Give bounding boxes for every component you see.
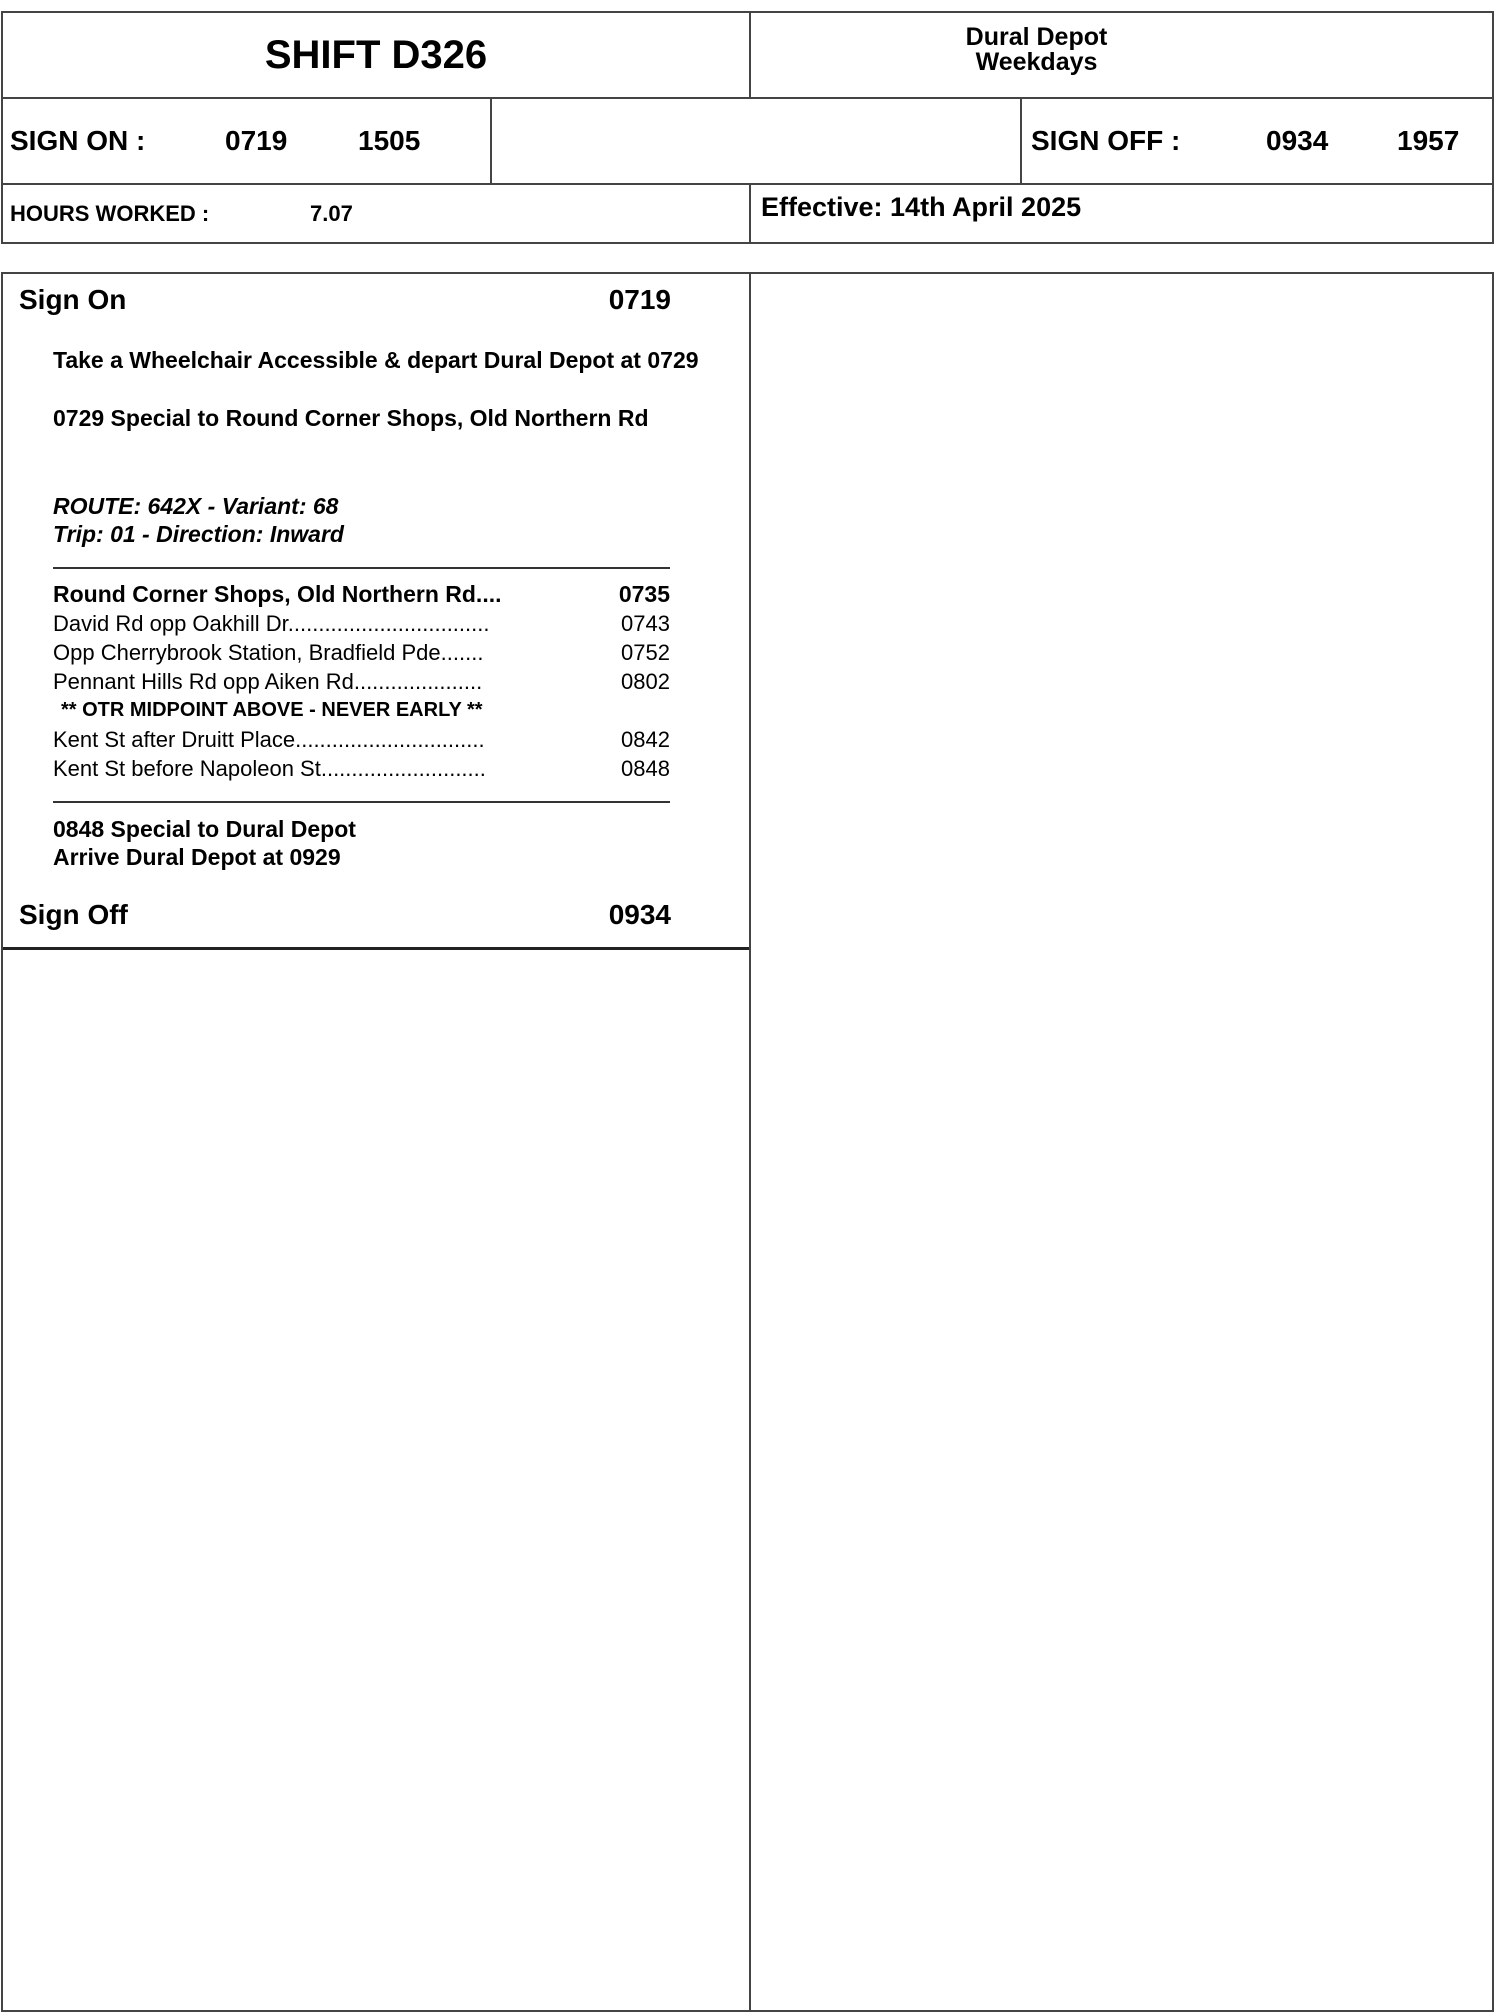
sign-off-time-1: 0934: [1266, 125, 1329, 156]
instruction-arrive: Arrive Dural Depot at 0929: [53, 844, 341, 870]
hours-worked-label: HOURS WORKED :: [10, 200, 210, 226]
sign-off-row-time: 0934: [608, 899, 671, 930]
sign-on-time-1: 0719: [225, 125, 288, 156]
sign-on-row-label: Sign On: [19, 284, 127, 315]
stop-row: [53, 754, 670, 783]
sign-on-row: [19, 284, 671, 316]
sign-off-row: [19, 899, 671, 931]
column-divider: [749, 274, 751, 2010]
header-blank-cell: [490, 99, 1020, 183]
stop-row: [53, 609, 670, 638]
trip-rule-top: [53, 567, 670, 569]
stop-row: [53, 580, 670, 609]
sign-off-time-2: 1957: [1397, 125, 1460, 156]
sign-off-row-label: Sign Off: [19, 899, 128, 930]
depot-name: Dural Depot: [965, 23, 1108, 51]
hours-worked-cell: [3, 185, 749, 242]
effective-date: Effective: 14th April 2025: [749, 185, 1492, 242]
stop-name: Opp Cherrybrook Station, Bradfield Pde.......: [53, 640, 484, 665]
instruction-special-out: 0729 Special to Round Corner Shops, Old Northern Rd: [53, 405, 649, 431]
stop-time: 0743: [621, 611, 670, 636]
stop-list: [53, 580, 670, 783]
depot-info: [749, 13, 1492, 97]
shift-header: [1, 11, 1494, 244]
duty-panel: [1, 272, 1494, 2012]
stop-time: 0842: [621, 727, 670, 752]
header-row-hours: [3, 185, 1492, 242]
sign-on-cell: [3, 99, 490, 183]
day-type: Weekdays: [975, 48, 1098, 76]
stop-row: [53, 725, 670, 754]
stop-name: Pennant Hills Rd opp Aiken Rd.....................: [53, 669, 483, 694]
sign-on-row-time: 0719: [608, 284, 671, 315]
instruction-special-return: 0848 Special to Dural Depot: [53, 816, 356, 842]
stop-row: [53, 667, 670, 696]
shift-title: SHIFT D326: [264, 32, 488, 77]
stop-time: 0735: [618, 581, 670, 607]
stop-time: 0752: [621, 640, 670, 665]
duty-block: [3, 274, 749, 950]
stop-name: David Rd opp Oakhill Dr.................................: [53, 611, 490, 636]
sign-off-label: SIGN OFF :: [1031, 125, 1181, 156]
stop-time: 0848: [621, 756, 670, 781]
instruction-depart: Take a Wheelchair Accessible & depart Dural Depot at 0729: [53, 347, 699, 373]
stop-name: Round Corner Shops, Old Northern Rd....: [53, 581, 502, 607]
midpoint-note: [53, 696, 670, 725]
midpoint-note-text: ** OTR MIDPOINT ABOVE - NEVER EARLY **: [61, 699, 483, 721]
sign-on-time-2: 1505: [358, 125, 421, 156]
sign-off-cell: [1020, 99, 1492, 183]
trip-line: Trip: 01 - Direction: Inward: [53, 521, 344, 547]
stop-time: 0802: [621, 669, 670, 694]
trip-rule-bottom: [53, 801, 670, 803]
header-row-sign-times: [3, 99, 1492, 185]
sign-on-label: SIGN ON :: [10, 125, 146, 156]
route-line: ROUTE: 642X - Variant: 68: [53, 493, 339, 519]
stop-name: Kent St before Napoleon St...........................: [53, 756, 486, 781]
hours-worked-value: 7.07: [310, 200, 353, 226]
stop-row: [53, 638, 670, 667]
header-row-title: [3, 13, 1492, 99]
stop-name: Kent St after Druitt Place...............................: [53, 727, 485, 752]
